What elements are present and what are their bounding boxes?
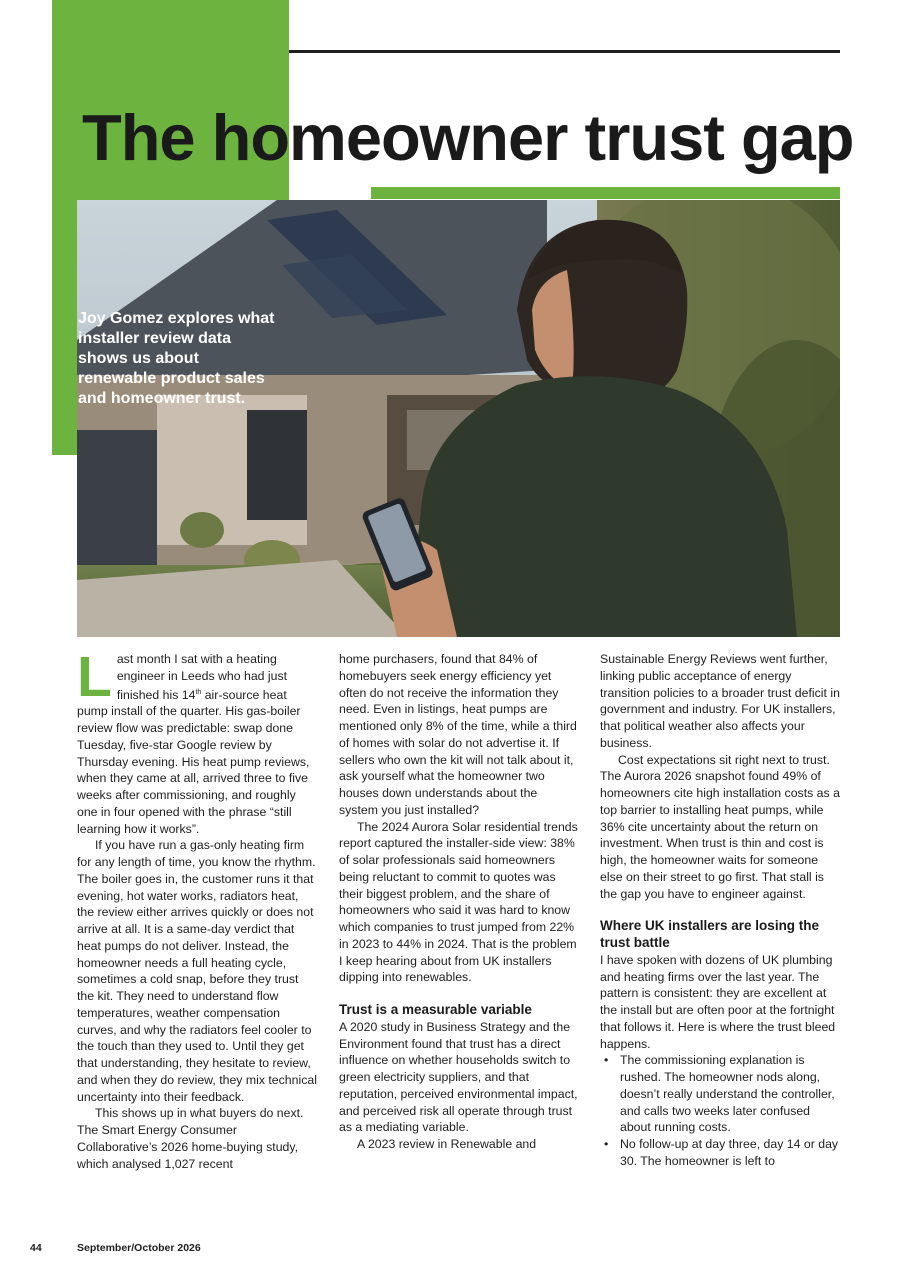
paragraph: This shows up in what buyers do next. The Smart Energy Consumer Collaborative’s 2026 home-buying study, which analysed 1,027 recent (77, 1106, 304, 1171)
bullet-list (600, 1052, 840, 1169)
paragraph: The 2024 Aurora Solar residential trends report captured the installer-side view: 38% of solar professionals said homeowners being reluctant to commit to quotes was their biggest problem, and the share of homeowners who said it was hard to know which companies to trust jumped from 22% in 2023 to 44% in 2024. That is the problem I keep hearing about from UK installers dipping into renewables. (339, 819, 578, 985)
article-column-1 (77, 645, 317, 1172)
article-column-2 (339, 651, 579, 1153)
page-number: 44 (30, 1242, 42, 1254)
feature-photo (77, 200, 840, 637)
paragraph: If you have run a gas-only heating firm for any length of time, you know the rhythm. The boiler goes in, the customer runs it that evening, hot water works, radiators heat, the review either arrives quickly or does not arrive at all. It is a same-day verdict that heat pumps do not deliver. Instead, the homeowner needs a full heating cycle, sometimes a cold snap, before they trust the kit. They need to understand flow temperatures, weather compensation curves, and why the radiators feel cooler to the touch than they used to. Until they get that understanding, they hesitate to review, and when they do review, they mix technical uncertainty into their feedback. (77, 838, 317, 1104)
subheading: Where UK installers are losing the trust battle (600, 918, 820, 950)
paragraph: home purchasers, found that 84% of homebuyers seek energy efficiency yet often do not receive the information they need. Even in listings, heat pumps are mentioned only 8% of the time, while a third of homes with solar do not advertise it. If sellers who own the kit will not talk about it, ask yourself what the homeowner two houses down understands about the system you just installed? (339, 652, 577, 817)
paragraph: I have spoken with dozens of UK plumbing and heating firms over the last year. The pattern is consistent: they are excellent at the install but are often poor at the fortnight that follows it. Here is where the trust bleed happens. (600, 952, 836, 1051)
paragraph: Cost expectations sit right next to trust. The Aurora 2026 snapshot found 49% of homeowners cite high installation costs as a top barrier to installing heat pumps, while 36% cite uncertainty about the return on investment. When trust is thin and cost is high, the homeowner waits for someone else on their street to go first. That stall is the gap you have to engineer against. (600, 752, 840, 901)
author-name: Joy Gomez (78, 310, 164, 327)
paragraph: A 2020 study in Business Strategy and the Environment found that trust has a direct influence on whether households switch to green electricity suppliers, and that reputation, perceived environmental impact, and perceived risk all operate through trust as a mediating variable. (339, 1019, 578, 1135)
issue-date: September/October 2026 (77, 1242, 201, 1254)
drop-cap: L (77, 645, 112, 709)
paragraph: A 2023 review in Renewable and (357, 1137, 537, 1151)
paragraph: Sustainable Energy Reviews went further, linking public acceptance of energy transition policies to a broader trust deficit in government and industry. For UK installers, that political weather also affects your business. (600, 652, 840, 750)
green-rule (371, 187, 840, 199)
subheading: Trust is a measurable variable (339, 1002, 532, 1017)
headline: The homeowner trust gap (82, 101, 854, 174)
standfirst (78, 309, 278, 409)
list-item: • No follow-up at day three, day 14 or day 30. The homeowner is left to (620, 1136, 840, 1170)
paragraph: Last month I sat with a heating engineer in Leeds who had just finished his 14th air-source heat pump install of the quarter. His gas-boiler review flow was predictable: swap done Tuesday, five-star Google review by Thursday evening. His heat pump reviews, when they came at all, arrived three to five weeks after commissioning, and roughly one in four opened with the phrase “still learning how it works”. (77, 645, 310, 836)
standfirst-text: explores what installer review data shows us about renewable product sales and homeowner trust. (78, 310, 275, 407)
top-rule (289, 50, 840, 53)
article-column-3 (600, 651, 840, 1170)
list-item: • The commissioning explanation is rushed. The homeowner nods along, doesn’t really understand the controller, and calls two weeks later confused about running costs. (620, 1052, 840, 1136)
